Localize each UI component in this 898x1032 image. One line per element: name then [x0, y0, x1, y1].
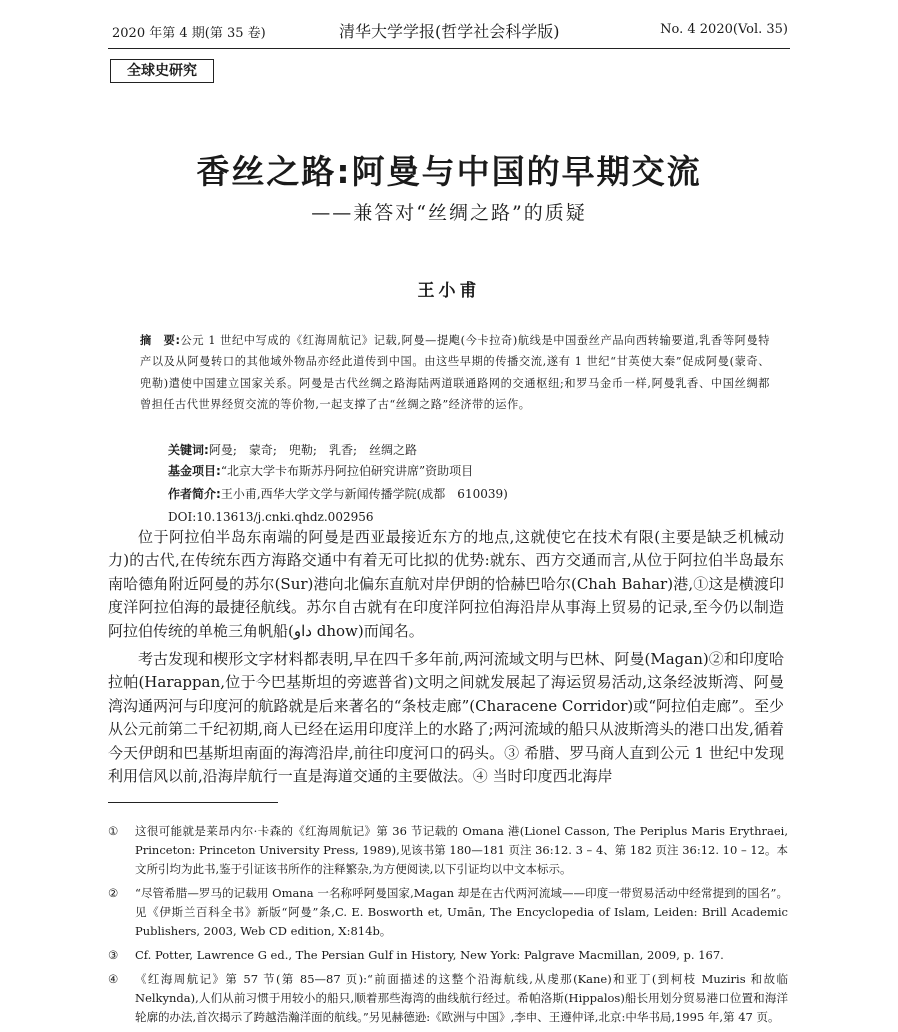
author-info	[168, 485, 788, 503]
paragraph: 位于阿拉伯半岛东南端的阿曼是西亚最接近东方的地点,这就使它在技术有限(主要是缺乏机械动力)的古代,在传统东西方海路交通中有着无可比拟的优势:就东、西方交通而言,从位于阿拉伯半岛最东南哈德角附近阿曼的苏尔(Sur)港向北偏东直航对岸伊朗的恰赫巴哈尔(Chah Bahar)港,①这是横渡印度洋阿拉伯海的最捷径航线。苏尔自古就有在印度洋阿拉伯海沿岸从事海上贸易的记录,至今仍以制造阿拉伯传统的单桅三角帆船(داو dhow)而闻名。	[108, 528, 784, 640]
abstract-text: 公元 1 世纪中写成的《红海周航记》记载,阿曼—提飑(今卡拉奇)航线是中国蚕丝产品向西转输要道,乳香等阿曼特产以及从阿曼转口的其他域外物品亦经此道传到中国。由这些早期的传播交流,遂有 1 世纪“甘英使大秦”促成阿曼(蒙奇、兜勒)遣使中国建立国家关系。阿曼是古代丝绸之路海陆两道联通路网的交通枢纽;和罗马金币一样,阿曼乳香、中国丝绸都曾担任古代世界经贸交流的等价物,一起支撑了古“丝绸之路”经济带的运作。	[140, 334, 770, 411]
footnote-rule	[108, 802, 278, 803]
body-text	[108, 526, 784, 793]
footnote-number: ④	[108, 972, 119, 986]
footnotes	[108, 822, 788, 1032]
keyword: 乳香;	[328, 443, 357, 457]
footnote	[108, 946, 788, 965]
footnote-text: “尽管希腊—罗马的记载用 Omana 一名称呼阿曼国家,Magan 却是在古代两河流域——印度一带贸易活动中经常提到的国名”。见《伊斯兰百科全书》新版“阿曼”条,C. E. Bosworth et, Umān, The Encyclopedia of Islam, Leiden: Brill Academic Publishers, 2003, Web CD edition, X:814b。	[135, 886, 788, 938]
footnote	[108, 822, 788, 879]
footnote-number: ③	[108, 948, 119, 962]
footnote	[108, 884, 788, 941]
keyword: 兜勒;	[288, 443, 317, 457]
running-header	[0, 0, 898, 44]
article-subtitle: ——兼答对“丝绸之路”的质疑	[311, 202, 587, 224]
footnote-text: 这很可能就是莱昂内尔·卡森的《红海周航记》第 36 节记载的 Omana 港(Lionel Casson, The Periplus Maris Erythraei, Princeton: Princeton University Press, 1989),见该书第 180—181 页注 36:12. 3 – 4、第 182 页注 36:12. 10 – 12。本文所引均为此书,鉴于引证该书所作的注释繁杂,为方便阅读,以下引证均以中文本标示。	[135, 824, 788, 876]
issue-info-en: No. 4 2020(Vol. 35)	[660, 22, 788, 37]
header-rule	[108, 48, 790, 49]
footnote-number: ①	[108, 824, 119, 838]
footnote-text: 《红海周航记》第 57 节(第 85—87 页):“前面描述的这整个沿海航线,从虔那(Kane)和亚丁(到柯枝 Muziris 和故临 Nelkynda),人们从前习惯于用较小的船只,顺着那些海湾的曲线航行经过。希帕洛斯(Hippalos)船长用划分贸易港口位置和海洋轮廓的办法,首次揭示了跨越浩瀚洋面的航线。”另见赫德逊:《欧洲与中国》,李申、王遵仲译,北京:中华书局,1995 年,第 47 页。	[135, 972, 788, 1024]
footnote-text: Cf. Potter, Lawrence G ed., The Persian Gulf in History, New York: Palgrave Macmillan, 2009, p. 167.	[135, 948, 724, 962]
keywords	[168, 441, 788, 459]
doi: DOI:10.13613/j.cnki.qhdz.002956	[168, 510, 374, 524]
author-info-text: 王小甫,西华大学文学与新闻传播学院(成都 610039)	[220, 487, 508, 501]
keywords-label: 关键词:	[168, 443, 209, 457]
keyword: 蒙奇;	[248, 443, 277, 457]
article-title: 香丝之路:阿曼与中国的早期交流	[196, 152, 702, 191]
paragraph: 考古发现和楔形文字材料都表明,早在四千多年前,两河流域文明与巴林、阿曼(Magan)②和印度哈拉帕(Harappan,位于今巴基斯坦的旁遮普省)文明之间就发展起了海运贸易活动,这条经波斯湾、阿曼湾沟通两河与印度河的航路就是后来著名的“条枝走廊”(Characene Corridor)或“阿拉伯走廊”。至少从公元前第二千纪初期,商人已经在运用印度洋上的水路了;两河流域的船只从波斯湾头的港口出发,循着今天伊朗和巴基斯坦南面的海湾沿岸,前往印度河口的码头。③ 希腊、罗马商人直到公元 1 世纪中发现利用信风以前,沿海岸航行一直是海道交通的主要做法。④ 当时印度西北海岸	[108, 650, 784, 786]
fund-info	[168, 462, 788, 480]
fund-label: 基金项目:	[168, 464, 221, 478]
footnote-number: ②	[108, 886, 119, 900]
keyword: 阿曼;	[208, 443, 237, 457]
footnote	[108, 970, 788, 1027]
fund-text: “北京大学卡布斯苏丹阿拉伯研究讲席”资助项目	[220, 464, 474, 478]
section-tag: 全球史研究	[110, 59, 214, 83]
abstract-label: 摘 要:	[140, 334, 181, 347]
abstract	[140, 330, 770, 415]
journal-name: 清华大学学报(哲学社会科学版)	[339, 22, 560, 41]
issue-info: 2020 年第 4 期(第 35 卷)	[112, 26, 266, 41]
author-info-label: 作者简介:	[168, 487, 221, 501]
author-name: 王小甫	[417, 281, 481, 301]
keyword: 丝绸之路	[369, 443, 418, 457]
